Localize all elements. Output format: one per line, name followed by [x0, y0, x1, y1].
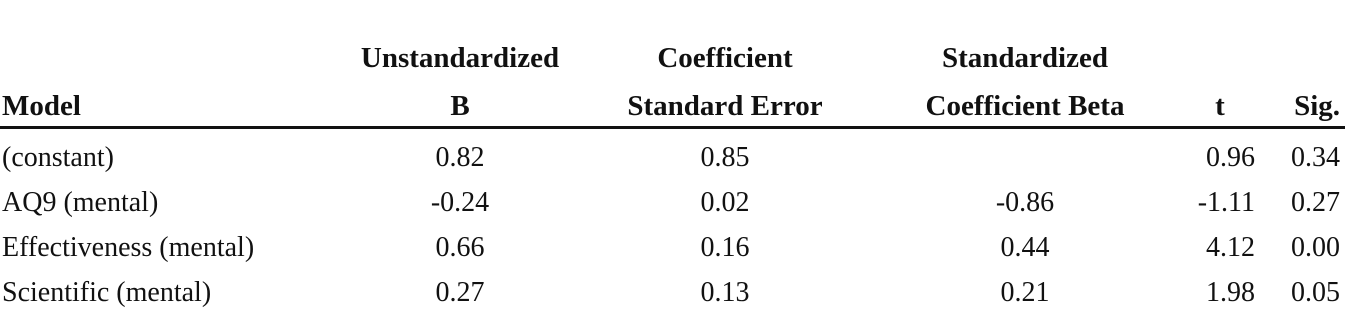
row-sig: 0.05	[1291, 277, 1340, 308]
row-sig: 0.34	[1291, 142, 1340, 173]
row-model: AQ9 (mental)	[2, 187, 159, 218]
row-model: (constant)	[2, 142, 114, 173]
row-model: Effectiveness (mental)	[2, 232, 255, 263]
header-unstandardized-line2: B	[450, 90, 470, 122]
row-b: 0.66	[435, 232, 485, 263]
row-sig: 0.00	[1291, 232, 1340, 263]
row-beta: 0.44	[1000, 232, 1050, 263]
row-b: 0.27	[435, 277, 485, 308]
row-b: 0.82	[435, 142, 485, 173]
header-sig: Sig.	[1294, 90, 1340, 122]
header-coefficient-line2: Standard Error	[627, 90, 823, 122]
row-t: 0.96	[1206, 142, 1255, 173]
row-t: 1.98	[1206, 277, 1255, 308]
row-b: -0.24	[430, 187, 490, 218]
header-rule	[0, 126, 1345, 129]
row-t: 4.12	[1206, 232, 1255, 263]
row-se: 0.85	[700, 142, 750, 173]
row-sig: 0.27	[1291, 187, 1340, 218]
row-model: Scientific (mental)	[2, 277, 212, 308]
header-unstandardized-line1: Unstandardized	[360, 42, 560, 74]
row-se: 0.13	[700, 277, 750, 308]
header-standardized-line1: Standardized	[942, 42, 1108, 74]
header-coefficient-line1: Coefficient	[657, 42, 793, 74]
header-standardized-line2: Coefficient Beta	[925, 90, 1125, 122]
row-t: -1.11	[1197, 187, 1255, 218]
row-se: 0.16	[700, 232, 750, 263]
header-model: Model	[2, 90, 81, 122]
row-beta: -0.86	[995, 187, 1055, 218]
header-t: t	[1215, 90, 1225, 122]
row-beta: 0.21	[1000, 277, 1050, 308]
row-se: 0.02	[700, 187, 750, 218]
